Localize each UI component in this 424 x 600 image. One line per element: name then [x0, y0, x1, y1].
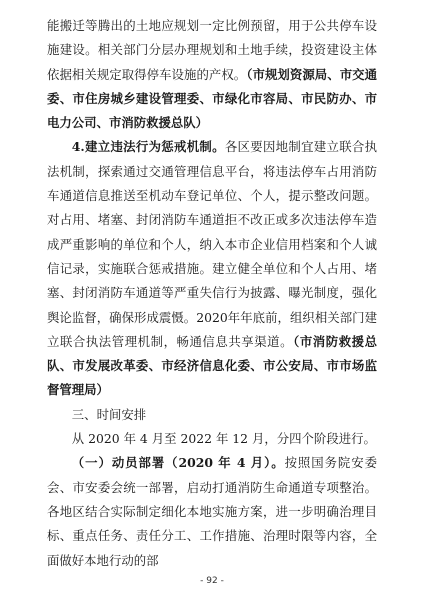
document-body [47, 14, 377, 573]
responsible-agencies: （市消防救援总队、市发展改革委、市经济信息化委、市公安局、市市场监督管理局） [47, 333, 377, 398]
page-number: - 92 - [200, 576, 224, 586]
paragraph-mobilization [47, 451, 377, 572]
item-heading: 4.建立违法行为惩戒机制。 [71, 139, 225, 155]
responsible-agencies: （市规划资源局、市交通委、市住房城乡建设管理委、市绿化市容局、市民防办、市电力公司、市消防救援总队） [47, 66, 377, 131]
paragraph-land-planning [47, 14, 377, 135]
paragraph-violation-punishment [47, 135, 377, 402]
stage-heading: （一）动员部署（2020 年 4 月）。 [71, 455, 285, 471]
paragraph-timeline: 从 2020 年 4 月至 2022 年 12 月，分四个阶段进行。 [71, 431, 376, 447]
paragraph-text: 按照国务院安委会、市安委会统一部署，启动打通消防生命通道专项整治。各地区结合实际制定细化本地实施方案，进一步明确治理目标、重点任务、责任分工、工作措施、治理时限等内容，全面做好本地行动的部 [47, 455, 377, 568]
paragraph-text: 各区要因地制宜建立联合执法机制，探索通过交通管理信息平台，将违法停车占用消防车通道信息推送至机动车登记单位、个人，提示整改问题。对占用、堵塞、封闭消防车通道拒不改正或多次违法停车造成严重影响的单位和个人，纳入本市企业信用档案和个人诚信记录，实施联合惩戒措施。建立健全单位和个人占用、堵塞、封闭消防车通道等严重失信行为披露、曝光制度，强化舆论监督，确保形成震慑。2020年年底前，组织相关部门建立联合执法管理机制，畅通信息共享渠道。 [47, 139, 377, 349]
section-title: 三、时间安排 [71, 406, 147, 422]
paragraph-text: 能搬迁等腾出的土地应规划一定比例预留，用于公共停车设施建设。相关部门分层办理规划和土地手续，投资建设主体依据相关规定取得停车设施的产权。 [47, 18, 377, 82]
